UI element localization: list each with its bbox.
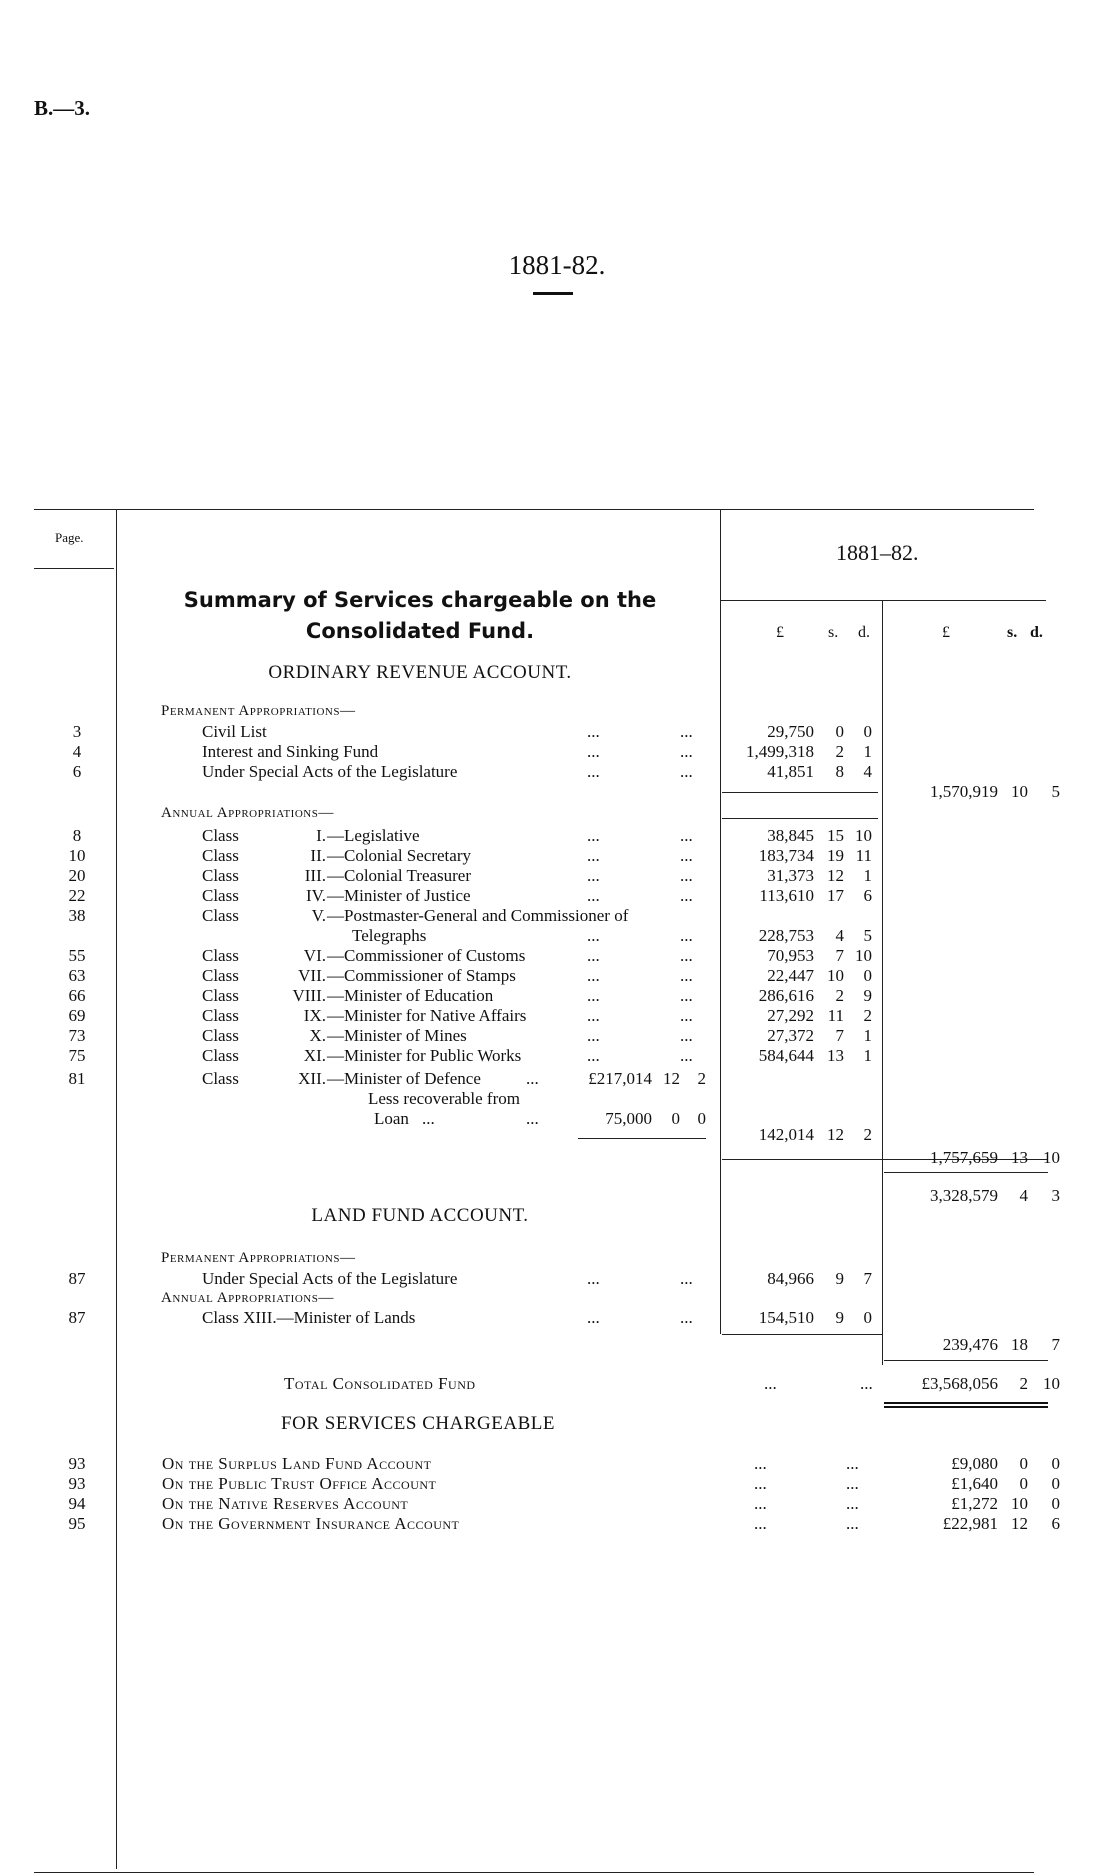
table-row — [0, 1494, 1114, 1514]
leader-dots: ... — [422, 1109, 435, 1128]
amount-shillings: 9 — [835, 1269, 844, 1288]
total-pounds: £1,640 — [951, 1474, 998, 1493]
row-label: —Legislative — [327, 826, 420, 845]
page-title: 1881-82. — [508, 250, 606, 280]
class-number: VIII. — [292, 986, 326, 1005]
amount-shillings: 12 — [827, 1125, 844, 1144]
leader-dots: ... — [680, 986, 693, 1005]
amount-shillings: 10 — [827, 966, 844, 985]
total-shillings: 0 — [1019, 1454, 1028, 1473]
leader-dots: ... — [587, 1026, 600, 1045]
amount-pence: 6 — [863, 886, 872, 905]
class-word: Class — [202, 906, 239, 925]
row-label: —Minister of Mines — [327, 1026, 467, 1045]
table-row — [0, 1454, 1114, 1474]
page-number: 3 — [72, 722, 82, 741]
row-label: On the Public Trust Office Account — [162, 1474, 437, 1493]
page-number: 81 — [68, 1069, 86, 1088]
shilling-unit-total: s. — [1007, 624, 1018, 641]
amount-pence: 9 — [863, 986, 872, 1005]
leader-dots: ... — [680, 846, 693, 865]
leader-dots: ... — [680, 966, 693, 985]
row-label: Interest and Sinking Fund — [202, 742, 379, 761]
amount-shillings: 2 — [835, 742, 844, 761]
leader-dots: ... — [526, 1109, 539, 1128]
land-total-row — [0, 1335, 1114, 1355]
class-number: XII. — [298, 1069, 326, 1088]
table-row — [0, 1006, 1114, 1026]
class-word: Class — [202, 1006, 239, 1025]
less-recoverable-label: Less recoverable from — [368, 1089, 520, 1108]
page-number: 93 — [68, 1474, 86, 1493]
amount-pounds: 27,372 — [767, 1026, 814, 1045]
amount-pounds: 22,447 — [767, 966, 814, 985]
ordinary-total-row — [0, 1186, 1114, 1206]
total-pounds: £1,272 — [951, 1494, 998, 1513]
class-number: I. — [316, 826, 326, 845]
amount-pence: 10 — [855, 826, 872, 845]
leader-dots: ... — [587, 762, 600, 781]
amount-shillings: 13 — [827, 1046, 844, 1065]
amount-shillings: 19 — [827, 846, 844, 865]
page-number: 87 — [68, 1269, 86, 1288]
amount-pounds: 84,966 — [767, 1269, 814, 1288]
page-number: 94 — [68, 1494, 86, 1513]
page-number: 66 — [68, 986, 86, 1005]
loan-pounds: 75,000 — [605, 1109, 652, 1128]
row-label: —Postmaster-General and Commissioner of — [327, 906, 629, 925]
row-label-continued: Telegraphs — [352, 926, 427, 945]
class-number: II. — [310, 846, 326, 865]
subtotal-rule — [884, 1172, 1048, 1173]
amount-pounds: 228,753 — [758, 926, 814, 945]
table-row — [0, 846, 1114, 866]
annual-appropriations-heading: Annual Appropriations— — [161, 805, 334, 821]
subtotal-rule — [722, 818, 878, 819]
page-number: 6 — [72, 762, 82, 781]
class-word: Class — [202, 886, 239, 905]
amount-pence: 1 — [863, 1026, 872, 1045]
total-pence: 3 — [1051, 1186, 1060, 1205]
amount-pence: 2 — [863, 1006, 872, 1025]
page-number: 10 — [68, 846, 86, 865]
leader-dots: ... — [587, 926, 600, 945]
table-row — [0, 986, 1114, 1006]
total-pence: 0 — [1051, 1474, 1060, 1493]
leader-dots: ... — [846, 1514, 859, 1533]
page-column-label: Page. — [55, 530, 84, 545]
class-number: IX. — [303, 1006, 326, 1025]
pound-unit-total: £ — [942, 624, 950, 641]
leader-dots: ... — [754, 1474, 767, 1493]
amount-pence: 1 — [863, 1046, 872, 1065]
amount-pounds: 584,644 — [758, 1046, 814, 1065]
class-word: Class — [202, 846, 239, 865]
table-top-rule — [34, 509, 1034, 510]
table-row — [0, 1269, 1114, 1289]
amount-pounds: 1,499,318 — [746, 742, 814, 761]
land-fund-heading: LAND FUND ACCOUNT. — [311, 1205, 529, 1226]
amount-pounds: 286,616 — [758, 986, 814, 1005]
page-number: 22 — [68, 886, 86, 905]
amount-shillings: 12 — [827, 866, 844, 885]
leader-dots: ... — [860, 1374, 873, 1393]
double-rule — [884, 1406, 1048, 1408]
leader-dots: ... — [526, 1069, 539, 1088]
leader-dots: ... — [587, 986, 600, 1005]
amount-pence: 10 — [855, 946, 872, 965]
amount-pence: 2 — [863, 1125, 872, 1144]
annual-subtotal-row — [0, 1148, 1114, 1168]
class-word: Class — [202, 966, 239, 985]
page-number: 93 — [68, 1454, 86, 1473]
amount-pence: 11 — [855, 846, 872, 865]
total-pounds: £22,981 — [942, 1514, 998, 1533]
row-label: —Colonial Secretary — [327, 846, 471, 865]
amount-pence: 1 — [863, 742, 872, 761]
table-row — [0, 762, 1114, 782]
amount-pence: 0 — [863, 966, 872, 985]
leader-dots: ... — [754, 1514, 767, 1533]
total-pounds: 239,476 — [942, 1335, 998, 1354]
class-word: Class — [202, 1069, 239, 1088]
land-permanent-heading: Permanent Appropriations— — [161, 1250, 356, 1266]
page-number: 73 — [68, 1026, 86, 1045]
amount-pounds: 113,610 — [759, 886, 814, 905]
total-shillings: 10 — [1011, 782, 1028, 801]
table-row — [0, 906, 1114, 926]
leader-dots: ... — [680, 826, 693, 845]
row-label: On the Government Insurance Account — [162, 1514, 460, 1533]
total-pounds: 3,328,579 — [930, 1186, 998, 1205]
total-shillings: 13 — [1011, 1148, 1028, 1167]
total-pence: 10 — [1043, 1374, 1060, 1393]
leader-dots: ... — [680, 926, 693, 945]
class-word: Class — [202, 826, 239, 845]
total-pence: 6 — [1051, 1514, 1060, 1533]
leader-dots: ... — [587, 1269, 600, 1288]
table-row — [0, 966, 1114, 986]
amount-pounds: 154,510 — [758, 1308, 814, 1327]
table-row — [0, 1069, 1114, 1089]
total-shillings: 18 — [1011, 1335, 1028, 1354]
leader-dots: ... — [587, 1046, 600, 1065]
table-row — [0, 1089, 1114, 1109]
total-pounds: £9,080 — [951, 1454, 998, 1473]
amount-shillings: 8 — [835, 762, 844, 781]
amount-shillings: 0 — [835, 722, 844, 741]
page-number: 69 — [68, 1006, 86, 1025]
year-head-rule — [720, 600, 1046, 601]
consolidated-total-row — [0, 1374, 1114, 1394]
row-label: —Minister for Public Works — [327, 1046, 522, 1065]
class-word: Class — [202, 1026, 239, 1045]
ordinary-revenue-heading: ORDINARY REVENUE ACCOUNT. — [268, 662, 572, 683]
row-label: —Minister for Native Affairs — [327, 1006, 527, 1025]
amount-shillings: 4 — [835, 926, 844, 945]
page-number: 20 — [68, 866, 86, 885]
class-number: VI. — [303, 946, 326, 965]
page-number: 8 — [72, 826, 82, 845]
pence-unit: d. — [858, 624, 870, 641]
table-row — [0, 926, 1114, 946]
class-number: VII. — [298, 966, 326, 985]
amount-pounds: 183,734 — [758, 846, 814, 865]
leader-dots: ... — [587, 1006, 600, 1025]
class-word: Class — [202, 946, 239, 965]
leader-dots: ... — [587, 886, 600, 905]
total-shillings: 10 — [1011, 1494, 1028, 1513]
total-shillings: 12 — [1011, 1514, 1028, 1533]
class-number: III. — [304, 866, 326, 885]
total-pence: 0 — [1051, 1454, 1060, 1473]
leader-dots: ... — [587, 722, 600, 741]
row-label: On the Surplus Land Fund Account — [162, 1454, 432, 1473]
gross-pence: 2 — [697, 1069, 706, 1088]
leader-dots: ... — [680, 1046, 693, 1065]
amount-shillings: 2 — [835, 986, 844, 1005]
amount-pence: 1 — [863, 866, 872, 885]
pound-unit: £ — [776, 624, 784, 641]
row-label: Total Consolidated Fund — [284, 1374, 476, 1393]
leader-dots: ... — [587, 966, 600, 985]
leader-dots: ... — [680, 1269, 693, 1288]
page-number: 95 — [68, 1514, 86, 1533]
leader-dots: ... — [754, 1494, 767, 1513]
row-label: —Commissioner of Stamps — [327, 966, 516, 985]
table-row — [0, 1026, 1114, 1046]
amount-shillings: 9 — [835, 1308, 844, 1327]
total-shillings: 0 — [1019, 1474, 1028, 1493]
summary-title: Summary of Services chargeable on the Consolidated Fund. — [183, 588, 657, 643]
table-row — [0, 1046, 1114, 1066]
shilling-unit: s. — [828, 624, 839, 641]
amount-pounds: 70,953 — [767, 946, 814, 965]
double-rule — [884, 1402, 1048, 1404]
leader-dots: ... — [680, 866, 693, 885]
amount-shillings: 17 — [827, 886, 844, 905]
table-row — [0, 886, 1114, 906]
services-heading: FOR SERVICES CHARGEABLE — [281, 1413, 555, 1434]
page-number: 75 — [68, 1046, 86, 1065]
page-number: 63 — [68, 966, 86, 985]
leader-dots: ... — [680, 946, 693, 965]
leader-dots: ... — [846, 1454, 859, 1473]
page-number: 38 — [68, 906, 86, 925]
class-number: XI. — [303, 1046, 326, 1065]
row-label: Under Special Acts of the Legislature — [202, 762, 458, 781]
page-number: 4 — [72, 742, 82, 761]
amount-pounds: 38,845 — [767, 826, 814, 845]
leader-dots: ... — [680, 1006, 693, 1025]
amount-pence: 5 — [863, 926, 872, 945]
row-label: —Minister of Defence — [327, 1069, 481, 1088]
table-row — [0, 722, 1114, 742]
row-label: —Minister of Education — [327, 986, 494, 1005]
leader-dots: ... — [680, 1026, 693, 1045]
total-shillings: 4 — [1019, 1186, 1028, 1205]
class-number: V. — [311, 906, 326, 925]
row-label: Under Special Acts of the Legislature — [202, 1269, 458, 1288]
amount-pounds: 41,851 — [767, 762, 814, 781]
row-label: —Commissioner of Customs — [327, 946, 526, 965]
leader-dots: ... — [587, 826, 600, 845]
total-pence: 5 — [1051, 782, 1060, 801]
total-pounds: 1,570,919 — [930, 782, 998, 801]
amount-pounds: 27,292 — [767, 1006, 814, 1025]
table-row — [0, 1125, 1114, 1145]
leader-dots: ... — [587, 742, 600, 761]
subtotal-rule — [884, 1360, 1048, 1361]
leader-dots: ... — [680, 886, 693, 905]
leader-dots: ... — [587, 846, 600, 865]
row-label: On the Native Reserves Account — [162, 1494, 409, 1513]
leader-dots: ... — [587, 866, 600, 885]
class-word: Class — [202, 986, 239, 1005]
leader-dots: ... — [754, 1454, 767, 1473]
leader-dots: ... — [846, 1474, 859, 1493]
amount-pounds: 142,014 — [758, 1125, 814, 1144]
amount-pounds: 31,373 — [767, 866, 814, 885]
leader-dots: ... — [680, 742, 693, 761]
amount-pounds: 29,750 — [767, 722, 814, 741]
loan-shillings: 0 — [671, 1109, 680, 1128]
total-pence: 10 — [1043, 1148, 1060, 1167]
page-number: 87 — [68, 1308, 86, 1327]
table-row — [0, 1514, 1114, 1534]
leader-dots: ... — [587, 1308, 600, 1327]
table-row — [0, 946, 1114, 966]
land-annual-heading: Annual Appropriations— — [161, 1290, 334, 1306]
leader-dots: ... — [846, 1494, 859, 1513]
gross-pounds: £217,014 — [588, 1069, 652, 1088]
class-number: IV. — [306, 886, 326, 905]
total-pence: 0 — [1051, 1494, 1060, 1513]
year-column-heading: 1881–82. — [836, 540, 919, 565]
class-number: X. — [309, 1026, 326, 1045]
page-col-head-rule — [34, 568, 114, 569]
table-row — [0, 1474, 1114, 1494]
row-label: —Colonial Treasurer — [327, 866, 472, 885]
title-rule — [533, 292, 573, 295]
permanent-subtotal-row — [0, 782, 1114, 802]
loan-pence: 0 — [697, 1109, 706, 1128]
row-label: —Minister of Justice — [327, 886, 471, 905]
amount-pence: 7 — [863, 1269, 872, 1288]
permanent-appropriations-heading: Permanent Appropriations— — [161, 703, 356, 719]
table-row — [0, 742, 1114, 762]
leader-dots: ... — [680, 722, 693, 741]
class-word: Class — [202, 1046, 239, 1065]
pence-unit-total: d. — [1030, 624, 1043, 641]
gross-shillings: 12 — [663, 1069, 680, 1088]
amount-shillings: 7 — [835, 1026, 844, 1045]
leader-dots: ... — [680, 762, 693, 781]
amount-shillings: 15 — [827, 826, 844, 845]
page-number: 55 — [68, 946, 86, 965]
amount-pence: 4 — [863, 762, 872, 781]
row-label: Class XIII.—Minister of Lands — [202, 1308, 416, 1327]
total-shillings: 2 — [1019, 1374, 1028, 1393]
amount-shillings: 7 — [835, 946, 844, 965]
total-pence: 7 — [1051, 1335, 1060, 1354]
table-row — [0, 826, 1114, 846]
amount-shillings: 11 — [827, 1006, 844, 1025]
page-reference: B.—3. — [34, 96, 91, 120]
row-label: Civil List — [202, 722, 267, 741]
loan-label: Loan — [374, 1109, 409, 1128]
amount-pence: 0 — [863, 1308, 872, 1327]
leader-dots: ... — [764, 1374, 777, 1393]
amount-pence: 0 — [863, 722, 872, 741]
leader-dots: ... — [587, 946, 600, 965]
total-pounds: 1,757,659 — [930, 1148, 998, 1167]
table-row — [0, 866, 1114, 886]
table-row — [0, 1308, 1114, 1328]
total-pounds: £3,568,056 — [921, 1374, 998, 1393]
leader-dots: ... — [680, 1308, 693, 1327]
class-word: Class — [202, 866, 239, 885]
